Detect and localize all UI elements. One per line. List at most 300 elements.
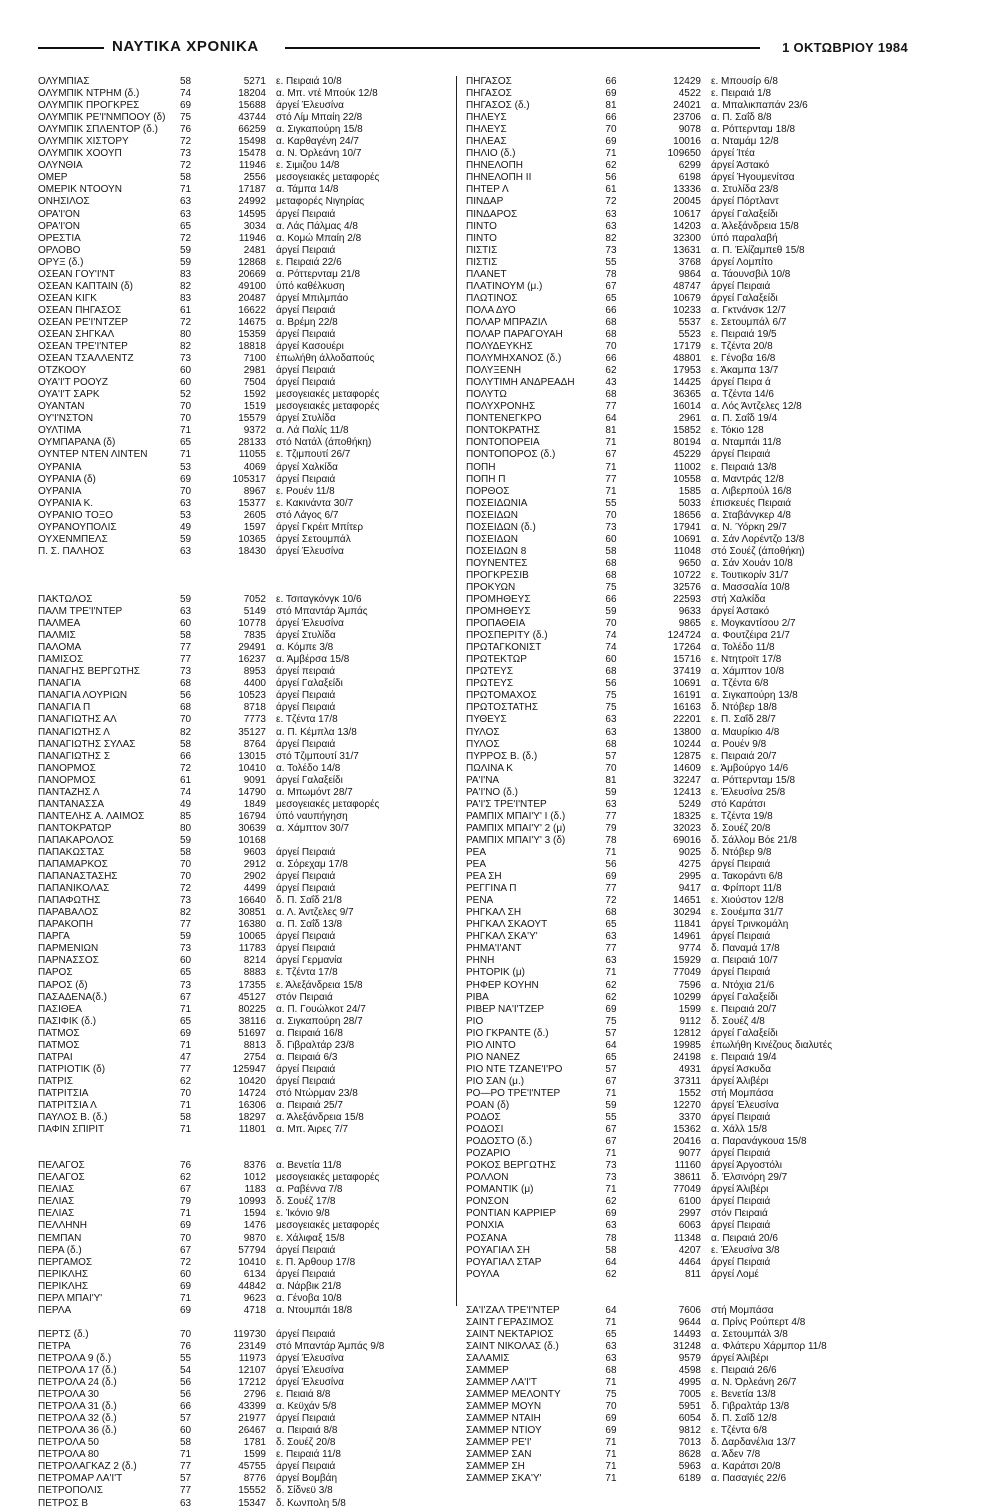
build-year: 68	[605, 389, 617, 401]
grt: 9774	[678, 943, 701, 955]
build-year: 69	[605, 1003, 617, 1015]
section-gap	[38, 1148, 448, 1160]
build-year: 47	[180, 1051, 192, 1063]
ship-name: ΠΟΡΘΟΣ	[466, 485, 510, 497]
build-year: 72	[180, 232, 192, 244]
grt: 17187	[238, 184, 266, 196]
grt: 9812	[678, 1425, 701, 1437]
ship-row	[466, 739, 936, 751]
ship-row	[38, 666, 448, 678]
ship-row	[466, 1052, 936, 1064]
location-status: α. Σάν Λορέντζο 13/8	[710, 533, 805, 545]
build-year: 68	[605, 738, 617, 750]
ship-row	[38, 317, 448, 329]
ship-row	[38, 1341, 448, 1353]
location-status: ε. Τόκιο 128	[710, 425, 764, 437]
grt: 43744	[238, 112, 266, 124]
ship-name: ΠΑΤΡΙΟΤΙΚ (δ)	[38, 1063, 106, 1075]
build-year: 66	[180, 1401, 192, 1413]
ship-row	[38, 257, 448, 269]
build-year: 62	[605, 1268, 617, 1280]
ship-row	[38, 353, 448, 365]
ship-row	[466, 172, 936, 184]
build-year: 81	[605, 774, 617, 786]
section-gap	[38, 558, 448, 570]
location-status: α. Σόρεχαμ 17/8	[276, 859, 348, 871]
grt: 24198	[673, 1051, 701, 1063]
grt: 15552	[238, 1485, 266, 1497]
ship-row	[466, 775, 936, 787]
ship-name: ΣΑΜΜΕΡ ΣΚΑ'Υ'	[466, 1473, 542, 1485]
ship-name: ΠΑΛΜ ΤΡΕ'Ι'ΝΤΕΡ	[38, 606, 123, 618]
ship-row	[38, 1208, 448, 1220]
ship-name: ΡΟΥΛΑ	[466, 1268, 500, 1280]
grt: 48801	[673, 353, 701, 365]
location-status: ε. Άλεξάνδρεια 15/8	[276, 979, 363, 991]
location-status: α. Μασσαλία 10/8	[710, 581, 790, 593]
ship-name: ΠΗΝΕΛΟΠΗ	[466, 160, 524, 172]
build-year: 71	[605, 148, 617, 160]
ship-row	[38, 630, 448, 642]
location-status: α. Μαυρίκιο 4/8	[710, 726, 780, 738]
ship-name: ΡΟΜΑΝΤΙΚ (μ)	[466, 1184, 534, 1196]
build-year: 63	[605, 208, 617, 220]
ship-row	[38, 787, 448, 799]
location-status: ε. Πειραιά 22/6	[276, 256, 342, 268]
ship-name: ΡΟΔΟΣΙ	[466, 1124, 504, 1136]
ship-name: ΡΟΛΛΟΝ	[466, 1172, 509, 1184]
build-year: 63	[180, 208, 192, 220]
build-year: 73	[180, 895, 192, 907]
ship-row	[466, 76, 936, 88]
ship-name: ΠΕΤΡΟΛΑ 36 (δ.)	[38, 1425, 117, 1437]
grt: 7773	[243, 714, 266, 726]
ship-name: ΠΑΠΑΜΑΡΚΟΣ	[38, 859, 108, 871]
build-year: 57	[605, 1063, 617, 1075]
build-year: 63	[180, 1497, 192, 1509]
location-status: άργεί Ίτέα	[710, 148, 755, 160]
ship-name: ΟΡΛΟΒΟ	[38, 244, 81, 256]
ship-row	[466, 88, 936, 100]
ship-row	[466, 1389, 936, 1401]
ship-row	[38, 1413, 448, 1425]
ship-row	[466, 1305, 936, 1317]
location-status: α. Σάν Χουάν 10/8	[710, 557, 793, 569]
ship-row	[466, 799, 936, 811]
location-status: μεσογειακές μεταφορές	[276, 798, 380, 810]
ship-name: ΠΑΤΡΙΤΣΙΑ Λ	[38, 1099, 97, 1111]
build-year: 60	[180, 1268, 192, 1280]
build-year: 71	[605, 1184, 617, 1196]
location-status: άργεί Άστακό	[710, 160, 770, 172]
ship-row	[38, 401, 448, 413]
build-year: 59	[180, 244, 192, 256]
ship-name: ΣΑΜΜΕΡ ΛΑ'Ι'Τ	[466, 1377, 537, 1389]
ship-row	[38, 1100, 448, 1112]
location-status: α. Μπωμόντ 28/7	[276, 786, 353, 798]
location-status: ε. Πειραιά 20/7	[710, 750, 777, 762]
ship-name: ΟΥΡΑΝΙΟ ΤΟΞΟ	[38, 509, 114, 521]
grt: 9650	[678, 557, 701, 569]
ship-row	[466, 980, 936, 992]
ship-name: ΣΑΙΝΤ ΝΕΚΤΑΡΙΟΣ	[466, 1328, 554, 1340]
ship-row	[38, 1124, 448, 1136]
ship-name: ΟΥΑ'Ι'Τ ΡΟΟΥΖ	[38, 377, 109, 389]
grt: 44842	[238, 1280, 266, 1292]
ship-name: ΟΥΜΠΑΡΑΝΑ (δ)	[38, 437, 116, 449]
ship-name: ΡΟΑΝ (δ)	[466, 1099, 510, 1111]
grt: 1597	[243, 521, 266, 533]
grt: 37419	[673, 666, 701, 678]
ship-name: ΡΟΝΧΙΑ	[466, 1220, 504, 1232]
build-year: 75	[605, 690, 617, 702]
ship-name: ΠΑΡΝΑΣΣΟΣ	[38, 955, 99, 967]
build-year: 70	[605, 762, 617, 774]
location-status: άργεί Λομέ	[710, 1268, 759, 1280]
build-year: 73	[605, 1160, 617, 1172]
build-year: 68	[605, 328, 617, 340]
build-year: 57	[180, 1473, 192, 1485]
ship-row	[38, 943, 448, 955]
build-year: 56	[605, 678, 617, 690]
grt: 8628	[678, 1449, 701, 1461]
grt: 18818	[238, 341, 266, 353]
build-year: 71	[180, 1124, 192, 1136]
grt: 10410	[238, 1256, 266, 1268]
ship-row	[38, 221, 448, 233]
location-status: στό Μπαντάρ Άμπάς	[276, 606, 368, 618]
location-status: α. Σταβάνγκερ 4/8	[710, 509, 791, 521]
location-status: α. Λά Παλίς 11/8	[276, 425, 349, 437]
magazine-title: ΝΑΥΤΙΚΑ ΧΡΟΝΙΚΑ	[112, 38, 259, 55]
location-status: α. Άλεξάνδρεια 15/8	[276, 1112, 364, 1124]
grt: 18325	[673, 810, 701, 822]
location-status: α. Π. Γουώλκοτ 24/7	[276, 1003, 366, 1015]
ship-name: Π. Σ. ΠΑΛΗΟΣ	[38, 545, 105, 557]
location-status: δ. Σουέζ 4/8	[710, 1015, 765, 1027]
build-year: 74	[180, 786, 192, 798]
location-status: άργεί Έλευσίνα	[276, 1365, 344, 1377]
grt: 9025	[678, 847, 701, 858]
location-status: άργεί Πειραιά	[710, 1148, 771, 1160]
ship-name: ΟΥΡΑΝΙΑ	[38, 485, 82, 497]
ship-row	[466, 389, 936, 401]
ship-name: ΠΕΤΡΑ	[38, 1340, 71, 1352]
ship-name: ΟΥΡΑΝΙΑ	[38, 461, 82, 473]
location-status: α. Πειραιά 25/7	[276, 1099, 343, 1111]
grt: 10679	[673, 292, 701, 304]
build-year: 66	[180, 750, 192, 762]
build-year: 70	[180, 1087, 192, 1099]
ship-row	[38, 895, 448, 907]
location-status: δ. Ντόβερ 9/8	[710, 847, 772, 858]
ship-name: ΠΑΠΑΝΙΚΟΛΑΣ	[38, 883, 110, 895]
ship-name: ΟΛΥΜΠΙΚ ΧΟΟΥΠ	[38, 148, 122, 160]
location-status: δ. Ντόβερ 18/8	[710, 702, 777, 714]
ship-name: ΠΡΩΤΑΓΚΟΝΙΣΤ	[466, 642, 542, 654]
grt: 11048	[673, 545, 701, 557]
build-year: 71	[180, 1039, 192, 1051]
location-status: α. Χάμπτον 10/8	[710, 666, 785, 678]
build-year: 67	[180, 1244, 192, 1256]
location-status: α. Π. Σαΐδ 13/8	[276, 919, 343, 931]
ship-name: ΠΟΝΤΟΠΟΡΕΙΑ	[466, 437, 540, 449]
location-status: ε. Σετουμπάλ 6/7	[710, 316, 787, 328]
grt: 4598	[678, 1365, 701, 1377]
grt: 14595	[238, 208, 266, 220]
location-status: άργεί Λομπίτο	[710, 256, 773, 268]
ship-name: ΠΟΝΤΕΝΕΓΚΡΟ	[466, 413, 542, 425]
location-status: α. Νταμάμ 12/8	[710, 136, 779, 148]
ship-row	[38, 474, 448, 486]
ship-row	[466, 570, 936, 582]
ship-row	[466, 871, 936, 883]
build-year: 77	[605, 883, 617, 895]
build-year: 68	[605, 316, 617, 328]
location-status: στό Ντώρμαν 23/8	[276, 1087, 358, 1099]
build-year: 53	[180, 461, 192, 473]
ship-name: ΡΙΟ ΝΤΕ ΤΖΑΝΕ'Ι'ΡΟ	[466, 1063, 563, 1075]
build-year: 71	[605, 437, 617, 449]
ship-name: ΠΟΛΑ ΔΥΟ	[466, 304, 516, 316]
ship-name: ΠΡΟΓΚΡΕΣΙΒ	[466, 569, 529, 581]
ship-row	[38, 702, 448, 714]
location-status: α. Ρουέν 9/8	[710, 738, 767, 750]
ship-row	[38, 690, 448, 702]
grt: 11946	[238, 232, 266, 244]
ship-name: ΡΗΝΗ	[466, 955, 495, 967]
ship-row	[466, 1413, 936, 1425]
ship-name: ΡΟΥΑΓΙΑΛ ΣΤΑΡ	[466, 1256, 542, 1268]
location-status: α. Χάμπτον 30/7	[276, 822, 350, 834]
location-status: α. Ν. Ύόρκη 29/7	[710, 521, 787, 533]
location-status: άργεί Πειραιά	[710, 1112, 771, 1124]
grt: 14961	[673, 931, 701, 943]
ship-name: ΠΑΝΤΕΛΗΣ Α. ΛΑΙΜΟΣ	[38, 810, 145, 822]
grt: 6063	[678, 1220, 701, 1232]
grt: 9870	[243, 1232, 266, 1244]
location-status: ε. Χιούστον 12/8	[710, 895, 784, 907]
ship-row	[38, 847, 448, 859]
location-status: α. Τακοράντι 6/8	[710, 871, 783, 883]
ship-name: ΠΟΠΗ Π	[466, 473, 506, 485]
grt: 43399	[238, 1401, 266, 1413]
ship-row	[466, 678, 936, 690]
build-year: 81	[605, 425, 617, 437]
grt: 1585	[678, 485, 701, 497]
location-status: α. Ντόχια 21/6	[710, 979, 775, 991]
build-year: 59	[180, 594, 192, 606]
build-year: 66	[605, 76, 617, 87]
build-year: 62	[605, 160, 617, 172]
grt: 14724	[238, 1087, 266, 1099]
ship-row	[466, 594, 936, 606]
build-year: 58	[180, 1112, 192, 1124]
ship-row	[466, 1377, 936, 1389]
grt: 11783	[238, 943, 266, 955]
ship-row	[38, 1220, 448, 1232]
build-year: 77	[605, 943, 617, 955]
grt: 66259	[238, 124, 266, 136]
grt: 5963	[678, 1461, 701, 1473]
ship-row	[38, 1016, 448, 1028]
section-gap	[38, 570, 448, 582]
ship-name: ΠΗΓΑΣΟΣ (δ.)	[466, 100, 530, 112]
ship-row	[466, 955, 936, 967]
location-status: στό Καράτσι	[710, 798, 766, 810]
ship-name: ΡΟΔΟΣΤΟ (δ.)	[466, 1136, 533, 1148]
grt: 1519	[243, 401, 266, 413]
ship-name: ΠΑΝΑΓΙΩΤΗΣ Λ	[38, 726, 110, 738]
ship-name: ΡΟΔΟΣ	[466, 1112, 501, 1124]
ship-name: ΡΙΒΕΡ ΝΑ'Ι'ΤΖΕΡ	[466, 1003, 545, 1015]
ship-name: ΣΑΜΜΕΡ ΜΕΛΟΝΤΥ	[466, 1389, 561, 1401]
location-status: άργεί Πειραιά	[710, 1196, 771, 1208]
grt: 13800	[673, 726, 701, 738]
ship-row	[38, 1377, 448, 1389]
ship-row	[466, 618, 936, 630]
ship-name: ΠΡΟΣΠΕΡΙΤΥ (δ.)	[466, 630, 548, 642]
location-status: α. Λός Άντζελες 12/8	[710, 401, 802, 413]
ship-name: ΠΑΝΤΑΖΗΣ Λ	[38, 786, 100, 798]
grt: 29491	[238, 642, 266, 654]
build-year: 68	[605, 666, 617, 678]
ship-row	[466, 690, 936, 702]
ship-name: ΟΜΕΡ	[38, 172, 68, 184]
build-year: 69	[180, 1304, 192, 1316]
ship-name: ΠΟΛΥΞΕΝΗ	[466, 365, 522, 377]
ship-row	[38, 1064, 448, 1076]
location-status: ε. Τζέντα 20/8	[710, 341, 773, 353]
build-year: 77	[180, 919, 192, 931]
location-status: δ. Γιβραλτάρ 13/8	[710, 1401, 790, 1413]
location-status: στό Μπαντάρ Άμπάς 9/8	[276, 1340, 385, 1352]
ship-row	[466, 281, 936, 293]
build-year: 60	[180, 365, 192, 377]
build-year: 71	[605, 1316, 617, 1328]
build-year: 62	[605, 365, 617, 377]
ship-row	[466, 1233, 936, 1245]
location-status: α. Τάουνσβιλ 10/8	[710, 268, 791, 280]
build-year: 66	[605, 112, 617, 124]
build-year: 65	[180, 437, 192, 449]
build-year: 56	[180, 690, 192, 702]
location-status: α. Φουτζέιρα 21/7	[710, 630, 790, 642]
grt: 12413	[673, 786, 701, 798]
location-status: άργεί Πειραιά	[276, 244, 336, 256]
ship-row	[466, 269, 936, 281]
grt: 38116	[238, 1015, 266, 1027]
grt: 11946	[238, 160, 266, 172]
location-status: ε. Σιμιζου 14/8	[276, 160, 340, 172]
grt: 17355	[238, 979, 266, 991]
grt: 9078	[678, 124, 701, 136]
ship-row	[38, 1257, 448, 1269]
ship-row	[38, 1028, 448, 1040]
grt: 16014	[673, 401, 701, 413]
location-status: α. Κόμπε 3/8	[276, 642, 334, 654]
grt: 77049	[673, 967, 701, 979]
build-year: 59	[605, 786, 617, 798]
ship-name: ΣΑΜΜΕΡ ΝΤΑΙΗ	[466, 1413, 541, 1425]
build-year: 64	[605, 1256, 617, 1268]
location-status: άργεί Γαλαξείδι	[710, 292, 778, 304]
build-year: 68	[605, 569, 617, 581]
build-year: 61	[605, 184, 617, 196]
ship-row	[38, 1461, 448, 1473]
location-status: ύπό ναυπήγηση	[276, 810, 348, 822]
ship-name: ΠΑΝΤΑΝΑΣΣΑ	[38, 798, 105, 810]
ship-name: ΠΑΛΟΜΑ	[38, 642, 82, 654]
build-year: 76	[180, 1340, 192, 1352]
build-year: 72	[180, 762, 192, 774]
build-year: 69	[605, 871, 617, 883]
ship-name: ΠΕΤΡΟΛΑ 9 (δ.)	[38, 1352, 112, 1364]
grt: 28133	[238, 437, 266, 449]
build-year: 70	[180, 413, 192, 425]
ship-row	[466, 317, 936, 329]
ship-name: ΠΟΛΥΤΙΜΗ ΑΝΔΡΕΑΔΗ	[466, 377, 575, 389]
ship-row	[466, 702, 936, 714]
grt: 7013	[678, 1437, 701, 1449]
ship-name: ΟΡΑ'Ι'ΟΝ	[38, 208, 80, 220]
ship-row	[466, 160, 936, 172]
ship-row	[38, 449, 448, 461]
build-year: 71	[180, 425, 192, 437]
ship-row	[466, 1160, 936, 1172]
location-status: α. Π. Σαΐδ 19/4	[710, 413, 778, 425]
ship-row	[38, 1401, 448, 1413]
ship-name: ΟΡΕΣΤΙΑ	[38, 232, 81, 244]
ship-row	[38, 1269, 448, 1281]
grt: 10410	[238, 762, 266, 774]
ship-row	[38, 763, 448, 775]
grt: 1183	[244, 1184, 266, 1196]
ship-row	[38, 1160, 448, 1172]
build-year: 75	[605, 702, 617, 714]
ship-name: ΡΕΑ ΣΗ	[466, 871, 502, 883]
ship-name: ΠΟΛΥΤΩ	[466, 389, 507, 401]
location-status: άργεί Πειραιά	[276, 738, 336, 750]
grt: 11055	[238, 449, 266, 461]
grt: 9603	[243, 847, 266, 858]
location-status: άργεί Γκρέιτ Μπίτερ	[276, 521, 364, 533]
grt: 3370	[678, 1112, 701, 1124]
location-status: α. Πειραιά 8/8	[276, 1425, 338, 1437]
ship-row	[466, 1449, 936, 1461]
ship-name: ΟΣΕΑΝ ΚΑΠΤΑΙΝ (δ)	[38, 280, 133, 292]
grt: 15377	[238, 497, 266, 509]
location-status: α. Τζέντα 6/8	[710, 678, 769, 690]
build-year: 75	[605, 581, 617, 593]
location-status: α. Καράτσι 20/8	[710, 1461, 781, 1473]
location-status: ε. Πειραιά 13/8	[710, 461, 777, 473]
build-year: 69	[180, 1280, 192, 1292]
ship-name: ΟΛΥΜΠΙΚ ΡΕ'Ι'ΝΜΠΟΟΥ (δ)	[38, 112, 166, 124]
ship-row	[466, 353, 936, 365]
build-year: 63	[605, 798, 617, 810]
ship-name: ΟΣΕΑΝ ΡΕ'Ι'ΝΤΖΕΡ	[38, 316, 129, 328]
ship-row	[466, 751, 936, 763]
grt: 32023	[673, 822, 701, 834]
ship-row	[38, 967, 448, 979]
grt: 10558	[673, 473, 701, 485]
location-status: α. Λ. Άντζελες 9/7	[276, 907, 354, 919]
grt: 4718	[243, 1304, 266, 1316]
grt: 14609	[673, 762, 701, 774]
ship-row	[466, 449, 936, 461]
build-year: 81	[605, 100, 617, 112]
